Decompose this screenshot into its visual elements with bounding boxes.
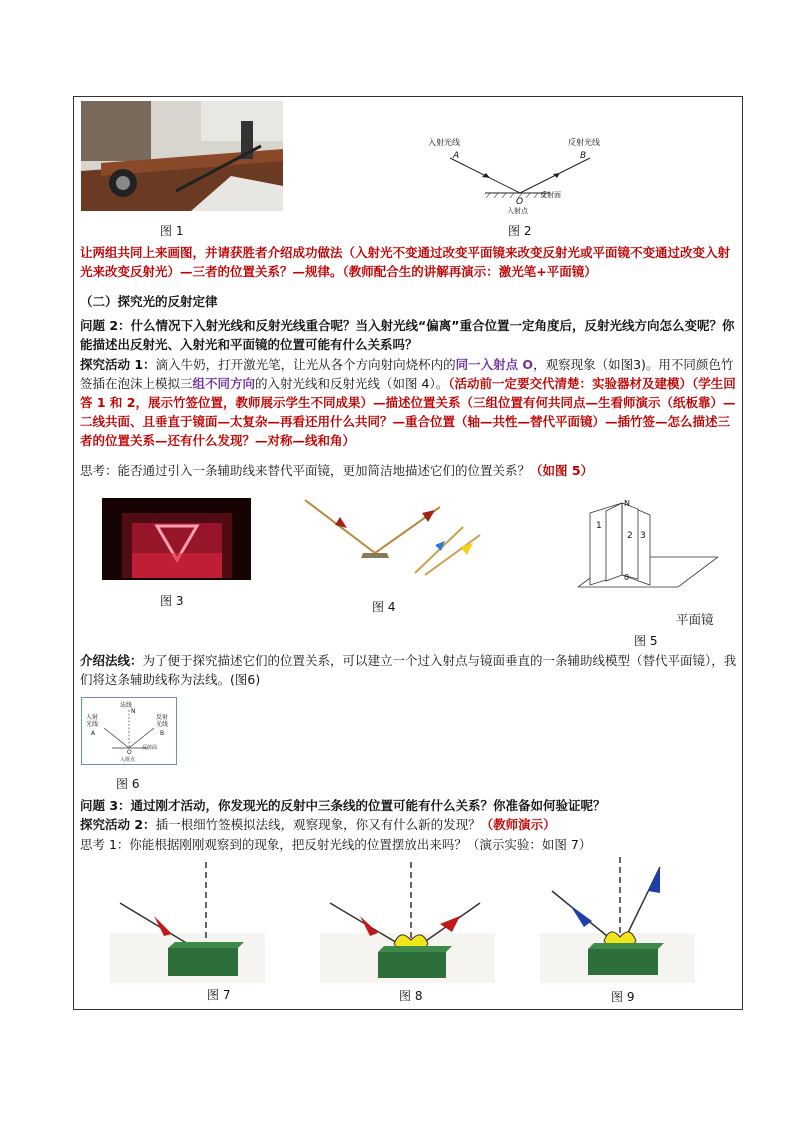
normal-intro-paragraph: [80, 651, 740, 689]
fig5-1-label: 1: [596, 521, 602, 531]
figure-4-photo: [295, 495, 495, 590]
activity-1-text-e: 的入射光线和反射光线（如图 4）。: [255, 376, 449, 391]
figure-2-diagram: [420, 133, 620, 218]
think-1-paragraph: [80, 461, 740, 480]
incident-ray-label: 入射光线: [428, 138, 460, 147]
think-2-paragraph: 思考 1：你能根据刚刚观察到的现象，把反射光线的位置摆放出来吗？（演示实验：如图 7）: [80, 837, 592, 852]
fig6-reflected-label: 反射光线: [156, 714, 169, 728]
point-b-label: B: [580, 151, 587, 161]
point-o-label: O: [516, 197, 524, 207]
figure-1-photo: [81, 101, 283, 211]
figure-1-caption: 图 1: [160, 224, 184, 238]
figure-8-photo: [320, 858, 495, 983]
same-incident-point: 同一入射点 O: [455, 357, 534, 372]
fig6-n-label: N: [131, 708, 136, 715]
activity-1-label: 探究活动 1：: [80, 357, 156, 372]
fig5-3-label: 3: [640, 531, 646, 541]
fig5-o-label: 0: [624, 573, 630, 582]
figure-6-caption: 图 6: [116, 777, 140, 791]
normal-intro-text: 为了便于探究描述它们的位置关系，可以建立一个过入射点与镜面垂直的一条辅助线模型（替代平面镜），我们将这条辅助线称为法线。(图6): [80, 653, 737, 687]
figure-9-photo: [540, 853, 695, 983]
reflected-ray-label: 反射光线: [568, 138, 600, 147]
fig6-normal-label: 法线: [120, 702, 133, 709]
activity-2-text: 插一根细竹签模拟法线，观察现象，你又有什么新的发现？: [155, 817, 481, 832]
point-a-label: A: [453, 151, 460, 161]
fig6-a-label: A: [91, 730, 96, 737]
reflect-surface-label: 反射面: [540, 191, 561, 199]
activity-1-text-c: ，观察现象（如图3)。用不同颜色竹签插在泡沫上模拟三: [80, 357, 734, 391]
fig6-incident-label: 入射光线: [86, 714, 99, 728]
figure-7-photo: [110, 858, 265, 983]
activity-1-teacher-notes: （活动前一定要交代清楚：实验器材及建模）（学生回答 1 和 2，展示竹签位置，教师展示学生不同成果）—描述位置关系（三组位置有何共同点—生看师演示（纸板靠）—二线共面、且垂直于镜面—太复杂—再看还用什么共同？—重合位置（轴—共性—替代平面镜）—插竹签—怎么描述三者的位置关系—还有什么发现？—对称—线和角）: [80, 376, 736, 448]
normal-intro-label: 介绍法线：: [80, 653, 143, 668]
figure-6-diagram: [81, 697, 177, 765]
figure-3-caption: 图 3: [160, 594, 184, 608]
question-3: 问题 3：通过刚才活动，你发现光的反射中三条线的位置可能有什么关系？你准备如何验证呢？: [80, 798, 606, 813]
activity-1-text-a: 滴入牛奶，打开激光笔，让光从各个方向射向烧杯内的: [155, 357, 456, 372]
figure-4-caption: 图 4: [372, 600, 396, 614]
incident-point-label: 入射点: [507, 207, 528, 215]
figure-7-caption: 图 7: [207, 988, 231, 1002]
figure-8-caption: 图 8: [399, 989, 423, 1003]
fig6-b-label: B: [160, 730, 165, 737]
activity-1-paragraph: [80, 355, 740, 450]
fig6-surface-label: 反射面: [142, 745, 158, 751]
fig5-2-label: 2: [627, 531, 633, 541]
figure-5-diagram: [578, 495, 718, 595]
section-2-title: （二）探究光的反射定律: [80, 294, 218, 309]
figure-3-photo: [102, 498, 251, 580]
fig5-n-label: N: [624, 499, 630, 508]
plane-mirror-label: 平面镜: [676, 612, 714, 627]
activity-2-label: 探究活动 2：: [80, 817, 156, 832]
question-2: 问题 2：什么情况下入射光线和反射光线重合呢？当入射光线“偏离”重合位置一定角度后，反射光线方向怎么变呢？你能描述出反射光、入射光和平面镜的位置可能有什么关系吗？: [80, 318, 735, 352]
figure-9-caption: 图 9: [611, 990, 635, 1004]
fig6-point-label: 入射点: [120, 757, 136, 763]
fig6-o-label: O: [127, 749, 132, 756]
figure-5-caption: 图 5: [634, 634, 658, 648]
three-directions: 组不同方向: [192, 376, 256, 391]
activity-2-teacher-tag: （教师演示）: [480, 817, 556, 832]
activity-2-paragraph: [80, 815, 740, 834]
figure-2-caption: 图 2: [508, 224, 532, 238]
group-drawing-paragraph: 让两组共同上来画图，并请获胜者介绍成功做法（入射光不变通过改变平面镜来改变反射光或平面镜不变通过改变入射光来改变反射光）—三者的位置关系？—规律。（教师配合生的讲解再演示：激光笔+平面镜）: [80, 245, 731, 279]
think-1-figure-ref: （如图 5）: [530, 463, 594, 478]
think-1-text: 思考：能否通过引入一条辅助线来替代平面镜，更加简洁地描述它们的位置关系？: [80, 463, 531, 478]
